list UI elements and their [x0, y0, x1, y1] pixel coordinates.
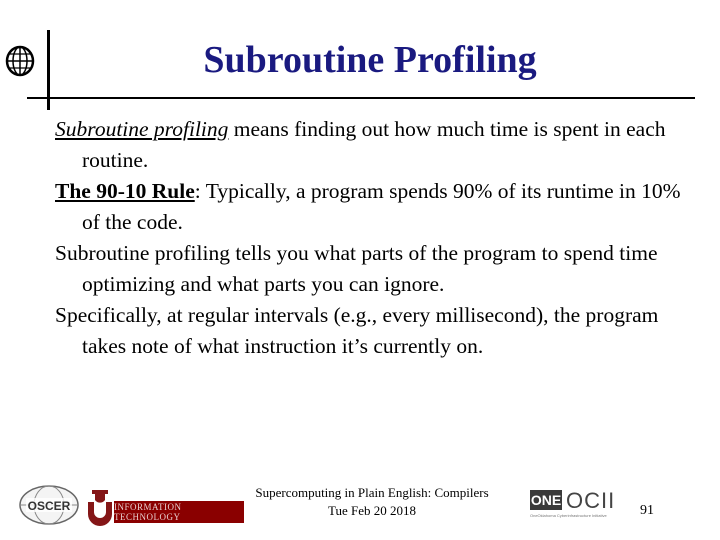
globe-logo-icon — [5, 44, 35, 78]
oscer-logo-icon — [18, 484, 80, 526]
one-box — [530, 490, 562, 510]
bullet-text: : Typically, a program spends 90% of its runtime in 10% of the code. — [82, 179, 681, 234]
bullet-90-10-rule — [55, 176, 695, 238]
term-subroutine-profiling: Subroutine profiling — [55, 117, 229, 141]
slide-footer — [237, 484, 507, 520]
footer-title: Supercomputing in Plain English: Compilers — [255, 485, 489, 500]
term-90-10-rule: The 90-10 Rule — [55, 179, 195, 203]
oneocii-tagline: OneOklahoma Cyberinfrastructure Initiative — [530, 513, 607, 518]
slide-title: Subroutine Profiling — [203, 39, 537, 81]
bullet-subroutine-profiling — [55, 114, 695, 176]
page-number: 91 — [640, 503, 654, 518]
ou-logo-icon — [84, 486, 116, 526]
bullet-profiling-method: Specifically, at regular intervals (e.g., every millisecond), the program takes note of what instruction it’s currently on. — [55, 303, 659, 358]
footer-date: Tue Feb 20 2018 — [327, 503, 416, 518]
oneocii-logo — [530, 485, 630, 523]
title-horizontal-rule — [27, 97, 695, 99]
one-text: ONE — [530, 492, 562, 508]
bullet-text: means finding out how much time is spent in each routine. — [82, 117, 666, 172]
slide-body — [55, 114, 695, 362]
bullet-profiling-purpose: Subroutine profiling tells you what parts of the program to spend time optimizing and what parts you can ignore. — [55, 241, 658, 296]
oscer-logo-text: OSCER — [27, 499, 71, 513]
it-logo — [114, 501, 244, 523]
it-logo-text: INFORMATION TECHNOLOGY — [114, 502, 182, 522]
ocii-text: OCII — [566, 488, 616, 513]
